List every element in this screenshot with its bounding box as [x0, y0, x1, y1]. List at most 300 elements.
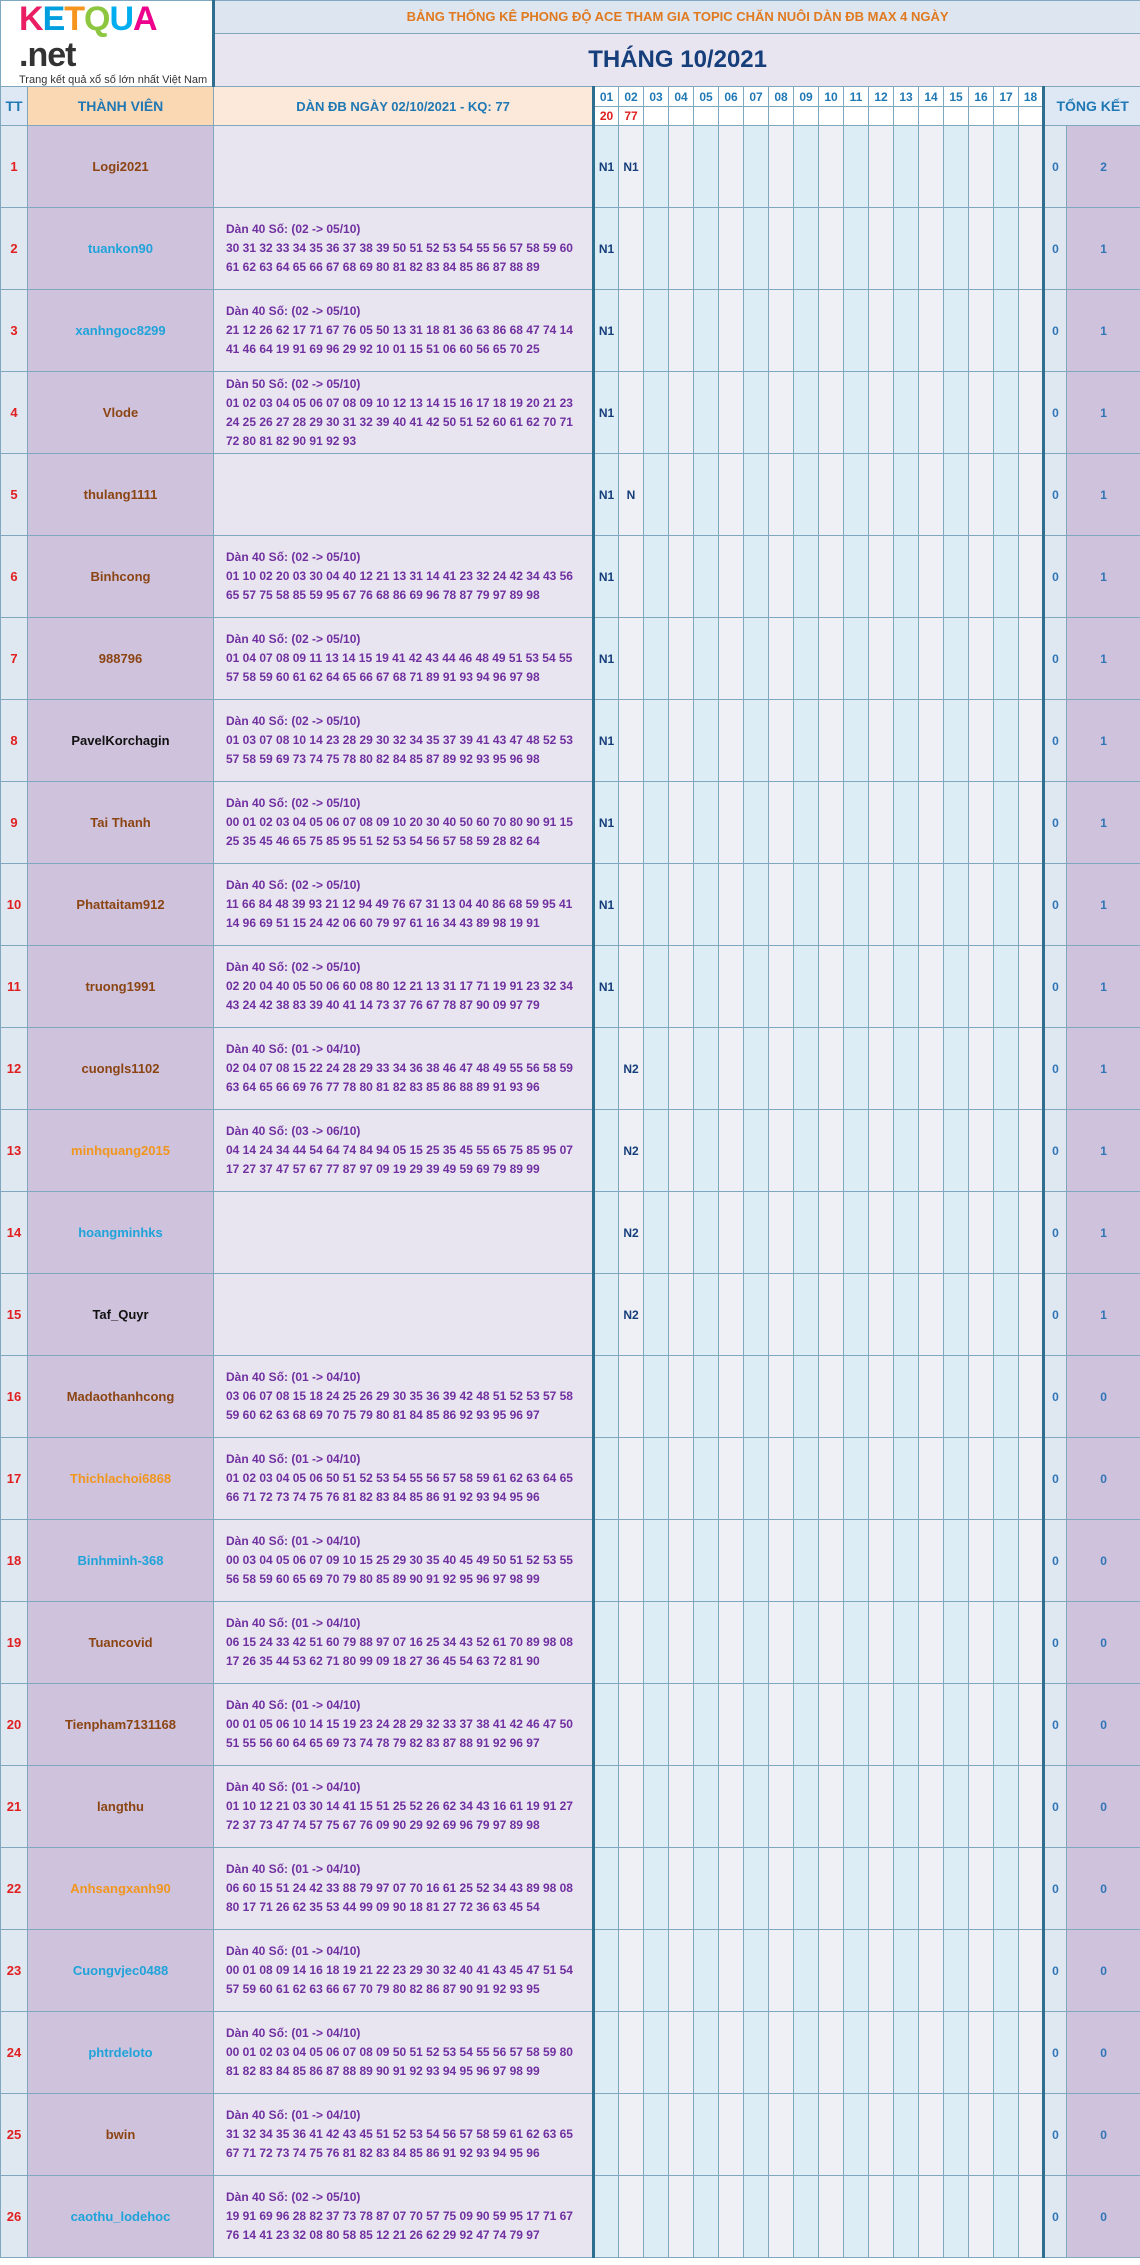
day-cell: [944, 454, 969, 536]
dan-title: Dàn 40 Số: (02 -> 05/10): [226, 550, 361, 564]
day-cell: [1019, 372, 1044, 454]
day-cell: [944, 372, 969, 454]
day-cell: [594, 1028, 619, 1110]
day-cell: [744, 2094, 769, 2176]
day-cell: [844, 1192, 869, 1274]
day-cell: [894, 2094, 919, 2176]
day-cell: [969, 372, 994, 454]
day-cell: N1: [594, 454, 619, 536]
day-cell: [669, 2176, 694, 2258]
header-day-13: 13: [894, 87, 919, 107]
day-cell: [719, 208, 744, 290]
day-cell: [819, 1684, 844, 1766]
dan-title: Dàn 40 Số: (01 -> 04/10): [226, 1944, 361, 1958]
table-row: [1, 290, 1140, 372]
member-name: Thichlachoi6868: [28, 1438, 214, 1520]
day-cell: [869, 1192, 894, 1274]
day-cell: [844, 454, 869, 536]
day-cell: [844, 2094, 869, 2176]
dan-title: Dàn 40 Số: (01 -> 04/10): [226, 2108, 361, 2122]
day-cell: [719, 536, 744, 618]
row-number: 22: [1, 1848, 28, 1930]
day-cell: [794, 1520, 819, 1602]
dan-line: 57 59 60 61 62 63 66 67 70 79 80 82 86 87 90 91 92 93 95: [226, 1982, 540, 1996]
day-cell: [744, 1192, 769, 1274]
day-cell: [669, 1438, 694, 1520]
day-cell: [994, 1274, 1019, 1356]
row-number: 7: [1, 618, 28, 700]
day-cell: [844, 208, 869, 290]
day-cell: [644, 126, 669, 208]
day-cell: [794, 1438, 819, 1520]
member-name: Tienpham7131168: [28, 1684, 214, 1766]
dan-title: Dàn 40 Số: (01 -> 04/10): [226, 1042, 361, 1056]
day-cell: [619, 1930, 644, 2012]
row-number: 11: [1, 946, 28, 1028]
day-cell: [719, 700, 744, 782]
day-cell: [894, 208, 919, 290]
row-number: 10: [1, 864, 28, 946]
day-cell: [794, 618, 819, 700]
day-cell: [619, 290, 644, 372]
day-cell: [644, 2094, 669, 2176]
banner-title: BẢNG THỐNG KÊ PHONG ĐỘ ACE THAM GIA TOPIC CHĂN NUÔI DÀN ĐB MAX 4 NGÀY: [214, 1, 1140, 34]
zero-count: 0: [1044, 1930, 1067, 2012]
dan-line: 30 31 32 33 34 35 36 37 38 39 50 51 52 53 54 55 56 57 58 59 60: [226, 241, 573, 255]
day-cell: [969, 700, 994, 782]
day-cell: [844, 1520, 869, 1602]
day-cell: [894, 454, 919, 536]
row-number: 17: [1, 1438, 28, 1520]
day-cell: [669, 126, 694, 208]
day-cell: [744, 126, 769, 208]
total-count: 0: [1067, 1356, 1140, 1438]
total-count: 0: [1067, 1930, 1140, 2012]
day-cell: [694, 1356, 719, 1438]
day-cell: [769, 1766, 794, 1848]
table-row: [1, 946, 1140, 1028]
table-row: [1, 454, 1140, 536]
day-cell: [694, 1930, 719, 2012]
row-number: 23: [1, 1930, 28, 2012]
dan-numbers: [214, 700, 594, 782]
day-cell: [619, 1520, 644, 1602]
day-cell: [869, 2012, 894, 2094]
header-result-cell: [894, 107, 919, 126]
day-cell: [919, 2094, 944, 2176]
header-result-cell: [844, 107, 869, 126]
day-cell: [994, 2094, 1019, 2176]
dan-line: 80 17 71 26 62 35 53 44 99 09 90 18 81 27 72 36 63 45 54: [226, 1900, 540, 1914]
dan-numbers: [214, 2176, 594, 2258]
header-dan: DÀN ĐB NGÀY 02/10/2021 - KQ: 77: [214, 87, 594, 126]
day-cell: [869, 618, 894, 700]
day-cell: [619, 536, 644, 618]
day-cell: [969, 1110, 994, 1192]
row-number: 8: [1, 700, 28, 782]
day-cell: [969, 1766, 994, 1848]
header-result-cell: [669, 107, 694, 126]
dan-numbers: [214, 1766, 594, 1848]
table-row: [1, 1766, 1140, 1848]
dan-line: 03 06 07 08 15 18 24 25 26 29 30 35 36 39 42 48 51 52 53 57 58: [226, 1389, 573, 1403]
day-cell: [619, 1684, 644, 1766]
day-cell: [919, 2176, 944, 2258]
day-cell: [719, 2094, 744, 2176]
day-cell: [644, 1766, 669, 1848]
day-cell: [994, 1356, 1019, 1438]
dan-numbers: [214, 1684, 594, 1766]
day-cell: [919, 1684, 944, 1766]
zero-count: 0: [1044, 536, 1067, 618]
row-number: 2: [1, 208, 28, 290]
day-cell: [719, 1520, 744, 1602]
dan-title: Dàn 40 Số: (02 -> 05/10): [226, 714, 361, 728]
day-cell: [694, 372, 719, 454]
day-cell: [694, 2012, 719, 2094]
day-cell: [944, 864, 969, 946]
day-cell: [994, 372, 1019, 454]
day-cell: [894, 1602, 919, 1684]
day-cell: [669, 1274, 694, 1356]
day-cell: [619, 2012, 644, 2094]
day-cell: [594, 1930, 619, 2012]
dan-line: 59 60 62 63 68 69 70 75 79 80 81 84 85 86 92 93 95 96 97: [226, 1408, 540, 1422]
day-cell: [969, 2094, 994, 2176]
day-cell: [794, 2176, 819, 2258]
total-count: 0: [1067, 2012, 1140, 2094]
row-number: 25: [1, 2094, 28, 2176]
day-cell: [619, 1766, 644, 1848]
day-cell: [869, 782, 894, 864]
dan-title: Dàn 40 Số: (01 -> 04/10): [226, 1780, 361, 1794]
day-cell: [744, 1848, 769, 1930]
day-cell: [744, 1110, 769, 1192]
day-cell: [644, 536, 669, 618]
dan-line: 63 64 65 66 69 76 77 78 80 81 82 83 85 86 88 89 91 93 96: [226, 1080, 540, 1094]
day-cell: [944, 290, 969, 372]
header-day-07: 07: [744, 87, 769, 107]
day-cell: [794, 1110, 819, 1192]
day-cell: [719, 864, 744, 946]
day-cell: [619, 1602, 644, 1684]
day-cell: [1019, 2176, 1044, 2258]
month-title: THÁNG 10/2021: [214, 33, 1140, 86]
day-cell: [644, 700, 669, 782]
member-name: Tuancovid: [28, 1602, 214, 1684]
zero-count: 0: [1044, 1028, 1067, 1110]
day-cell: [994, 290, 1019, 372]
day-cell: [644, 1274, 669, 1356]
table-row: [1, 864, 1140, 946]
zero-count: 0: [1044, 1848, 1067, 1930]
day-cell: [619, 208, 644, 290]
zero-count: 0: [1044, 1684, 1067, 1766]
day-cell: [944, 1274, 969, 1356]
day-cell: [769, 2094, 794, 2176]
dan-line: 06 15 24 33 42 51 60 79 88 97 07 16 25 34 43 52 61 70 89 98 08: [226, 1635, 573, 1649]
day-cell: [919, 454, 944, 536]
day-cell: [844, 700, 869, 782]
logo-tagline: Trang kết quả xổ số lớn nhất Việt Nam: [19, 74, 208, 86]
day-cell: [894, 1930, 919, 2012]
day-cell: [969, 536, 994, 618]
day-cell: [819, 1356, 844, 1438]
zero-count: 0: [1044, 372, 1067, 454]
row-number: 1: [1, 126, 28, 208]
dan-title: Dàn 40 Số: (02 -> 05/10): [226, 304, 361, 318]
table-row: [1, 2012, 1140, 2094]
day-cell: [669, 618, 694, 700]
dan-numbers: [214, 1028, 594, 1110]
day-cell: [969, 1848, 994, 1930]
day-cell: [894, 782, 919, 864]
total-count: 0: [1067, 1438, 1140, 1520]
total-count: 1: [1067, 1274, 1140, 1356]
header-result-cell: [769, 107, 794, 126]
header-member: THÀNH VIÊN: [28, 87, 214, 126]
day-cell: [894, 2012, 919, 2094]
day-cell: [944, 1110, 969, 1192]
dan-line: 21 12 26 62 17 71 67 76 05 50 13 31 18 81 36 63 86 68 47 74 14: [226, 323, 573, 337]
dan-title: Dàn 50 Số: (02 -> 05/10): [226, 376, 361, 391]
header-day-02: 02: [619, 87, 644, 107]
table-row: [1, 1684, 1140, 1766]
header-result-cell: [819, 107, 844, 126]
row-number: 15: [1, 1274, 28, 1356]
logo-suffix: .net: [19, 36, 76, 74]
day-cell: [994, 208, 1019, 290]
day-cell: [969, 1602, 994, 1684]
day-cell: [694, 946, 719, 1028]
zero-count: 0: [1044, 1602, 1067, 1684]
day-cell: [919, 1930, 944, 2012]
day-cell: N1: [594, 618, 619, 700]
day-cell: [619, 782, 644, 864]
day-cell: [1019, 700, 1044, 782]
day-cell: [869, 372, 894, 454]
member-name: hoangminhks: [28, 1192, 214, 1274]
day-cell: [1019, 1274, 1044, 1356]
header-result-cell: [694, 107, 719, 126]
day-cell: [844, 782, 869, 864]
day-cell: [794, 1192, 819, 1274]
day-cell: [1019, 782, 1044, 864]
member-name: minhquang2015: [28, 1110, 214, 1192]
day-cell: [719, 454, 744, 536]
day-cell: N2: [619, 1110, 644, 1192]
member-name: 988796: [28, 618, 214, 700]
total-count: 0: [1067, 1766, 1140, 1848]
member-name: langthu: [28, 1766, 214, 1848]
day-cell: [694, 700, 719, 782]
dan-line: 24 25 26 27 28 29 30 31 32 39 40 41 42 50 51 52 60 61 62 70 71: [226, 414, 573, 429]
day-cell: [1019, 618, 1044, 700]
total-count: 0: [1067, 2176, 1140, 2258]
day-cell: [719, 1110, 744, 1192]
dan-numbers: [214, 454, 594, 536]
day-cell: [794, 126, 819, 208]
day-cell: N2: [619, 1274, 644, 1356]
dan-numbers: [214, 372, 594, 454]
day-cell: [719, 2012, 744, 2094]
total-count: 0: [1067, 1602, 1140, 1684]
day-cell: [769, 1438, 794, 1520]
day-cell: [744, 2012, 769, 2094]
day-cell: [794, 290, 819, 372]
day-cell: [844, 126, 869, 208]
day-cell: N1: [594, 782, 619, 864]
header-day-05: 05: [694, 87, 719, 107]
day-cell: [919, 1192, 944, 1274]
day-cell: [969, 1684, 994, 1766]
day-cell: [994, 618, 1019, 700]
day-cell: [844, 618, 869, 700]
day-cell: [869, 126, 894, 208]
day-cell: [1019, 1930, 1044, 2012]
day-cell: N1: [594, 290, 619, 372]
day-cell: [769, 1356, 794, 1438]
dan-numbers: [214, 1274, 594, 1356]
dan-numbers: [214, 2094, 594, 2176]
day-cell: [819, 1848, 844, 1930]
day-cell: [1019, 1520, 1044, 1602]
day-cell: [969, 126, 994, 208]
day-cell: [1019, 536, 1044, 618]
day-cell: [669, 1520, 694, 1602]
day-cell: [669, 1192, 694, 1274]
zero-count: 0: [1044, 618, 1067, 700]
member-name: Binhcong: [28, 536, 214, 618]
day-cell: [994, 700, 1019, 782]
day-cell: [944, 208, 969, 290]
header-day-04: 04: [669, 87, 694, 107]
day-cell: [894, 1356, 919, 1438]
day-cell: [694, 1602, 719, 1684]
day-cell: [1019, 1848, 1044, 1930]
day-cell: [644, 618, 669, 700]
logo-letter: E: [42, 0, 65, 38]
day-cell: [894, 1848, 919, 1930]
dan-numbers: [214, 946, 594, 1028]
zero-count: 0: [1044, 1520, 1067, 1602]
day-cell: [994, 1602, 1019, 1684]
day-cell: [919, 1028, 944, 1110]
day-cell: [844, 1110, 869, 1192]
dan-line: 72 37 73 47 74 57 75 67 76 09 90 29 92 69 96 79 97 89 98: [226, 1818, 540, 1832]
day-cell: [694, 1520, 719, 1602]
day-cell: [619, 372, 644, 454]
day-cell: [619, 946, 644, 1028]
day-cell: [794, 372, 819, 454]
day-cell: [944, 700, 969, 782]
logo-wordmark: [19, 1, 212, 73]
day-cell: [794, 1766, 819, 1848]
day-cell: [619, 618, 644, 700]
day-cell: [994, 1110, 1019, 1192]
day-cell: [744, 1684, 769, 1766]
day-cell: [694, 1274, 719, 1356]
day-cell: [894, 372, 919, 454]
day-cell: [1019, 126, 1044, 208]
day-cell: [769, 1110, 794, 1192]
day-cell: [994, 1438, 1019, 1520]
day-cell: [794, 536, 819, 618]
header-result-cell: [969, 107, 994, 126]
day-cell: [1019, 2094, 1044, 2176]
day-cell: [594, 1110, 619, 1192]
day-cell: [694, 1028, 719, 1110]
day-cell: [894, 536, 919, 618]
header-day-06: 06: [719, 87, 744, 107]
total-count: 1: [1067, 1028, 1140, 1110]
zero-count: 0: [1044, 2094, 1067, 2176]
day-cell: [944, 1602, 969, 1684]
day-cell: [944, 946, 969, 1028]
dan-title: Dàn 40 Số: (01 -> 04/10): [226, 1616, 361, 1630]
day-cell: [944, 1438, 969, 1520]
day-cell: [744, 1766, 769, 1848]
dan-numbers: [214, 208, 594, 290]
day-cell: [669, 1848, 694, 1930]
dan-line: 61 62 63 64 65 66 67 68 69 80 81 82 83 84 85 86 87 88 89: [226, 260, 540, 274]
day-cell: [719, 372, 744, 454]
day-cell: [819, 946, 844, 1028]
member-name: caothu_lodehoc: [28, 2176, 214, 2258]
day-cell: [944, 2176, 969, 2258]
header-day-15: 15: [944, 87, 969, 107]
header-day-10: 10: [819, 87, 844, 107]
day-cell: N1: [619, 126, 644, 208]
member-name: Taf_Quyr: [28, 1274, 214, 1356]
day-cell: [669, 1930, 694, 2012]
day-cell: [644, 1438, 669, 1520]
day-cell: [794, 454, 819, 536]
day-cell: [819, 1192, 844, 1274]
member-name: Anhsangxanh90: [28, 1848, 214, 1930]
day-cell: [744, 290, 769, 372]
dan-line: 43 24 42 38 83 39 40 41 14 73 37 76 67 78 87 90 09 97 79: [226, 998, 540, 1012]
day-cell: [844, 1028, 869, 1110]
day-cell: [744, 2176, 769, 2258]
day-cell: [869, 946, 894, 1028]
day-cell: [819, 536, 844, 618]
day-cell: [669, 1766, 694, 1848]
day-cell: [744, 1520, 769, 1602]
total-count: 0: [1067, 1684, 1140, 1766]
day-cell: [719, 1684, 744, 1766]
total-count: 2: [1067, 126, 1140, 208]
day-cell: [769, 946, 794, 1028]
logo-letter: T: [64, 0, 85, 38]
day-cell: [794, 1602, 819, 1684]
day-cell: [819, 208, 844, 290]
dan-numbers: [214, 1438, 594, 1520]
dan-line: 31 32 34 35 36 41 42 43 45 51 52 53 54 56 57 58 59 61 62 63 65: [226, 2127, 573, 2141]
day-cell: [644, 1110, 669, 1192]
day-cell: [719, 1848, 744, 1930]
day-cell: N1: [594, 208, 619, 290]
day-cell: [794, 782, 819, 864]
dan-line: 17 26 35 44 53 62 71 80 99 09 18 27 36 45 54 63 72 81 90: [226, 1654, 540, 1668]
day-cell: [894, 126, 919, 208]
day-cell: [944, 1520, 969, 1602]
dan-numbers: [214, 1602, 594, 1684]
day-cell: [919, 126, 944, 208]
dan-line: 01 02 03 04 05 06 50 51 52 53 54 55 56 57 58 59 61 62 63 64 65: [226, 1471, 573, 1485]
header-day-14: 14: [919, 87, 944, 107]
day-cell: [619, 1438, 644, 1520]
